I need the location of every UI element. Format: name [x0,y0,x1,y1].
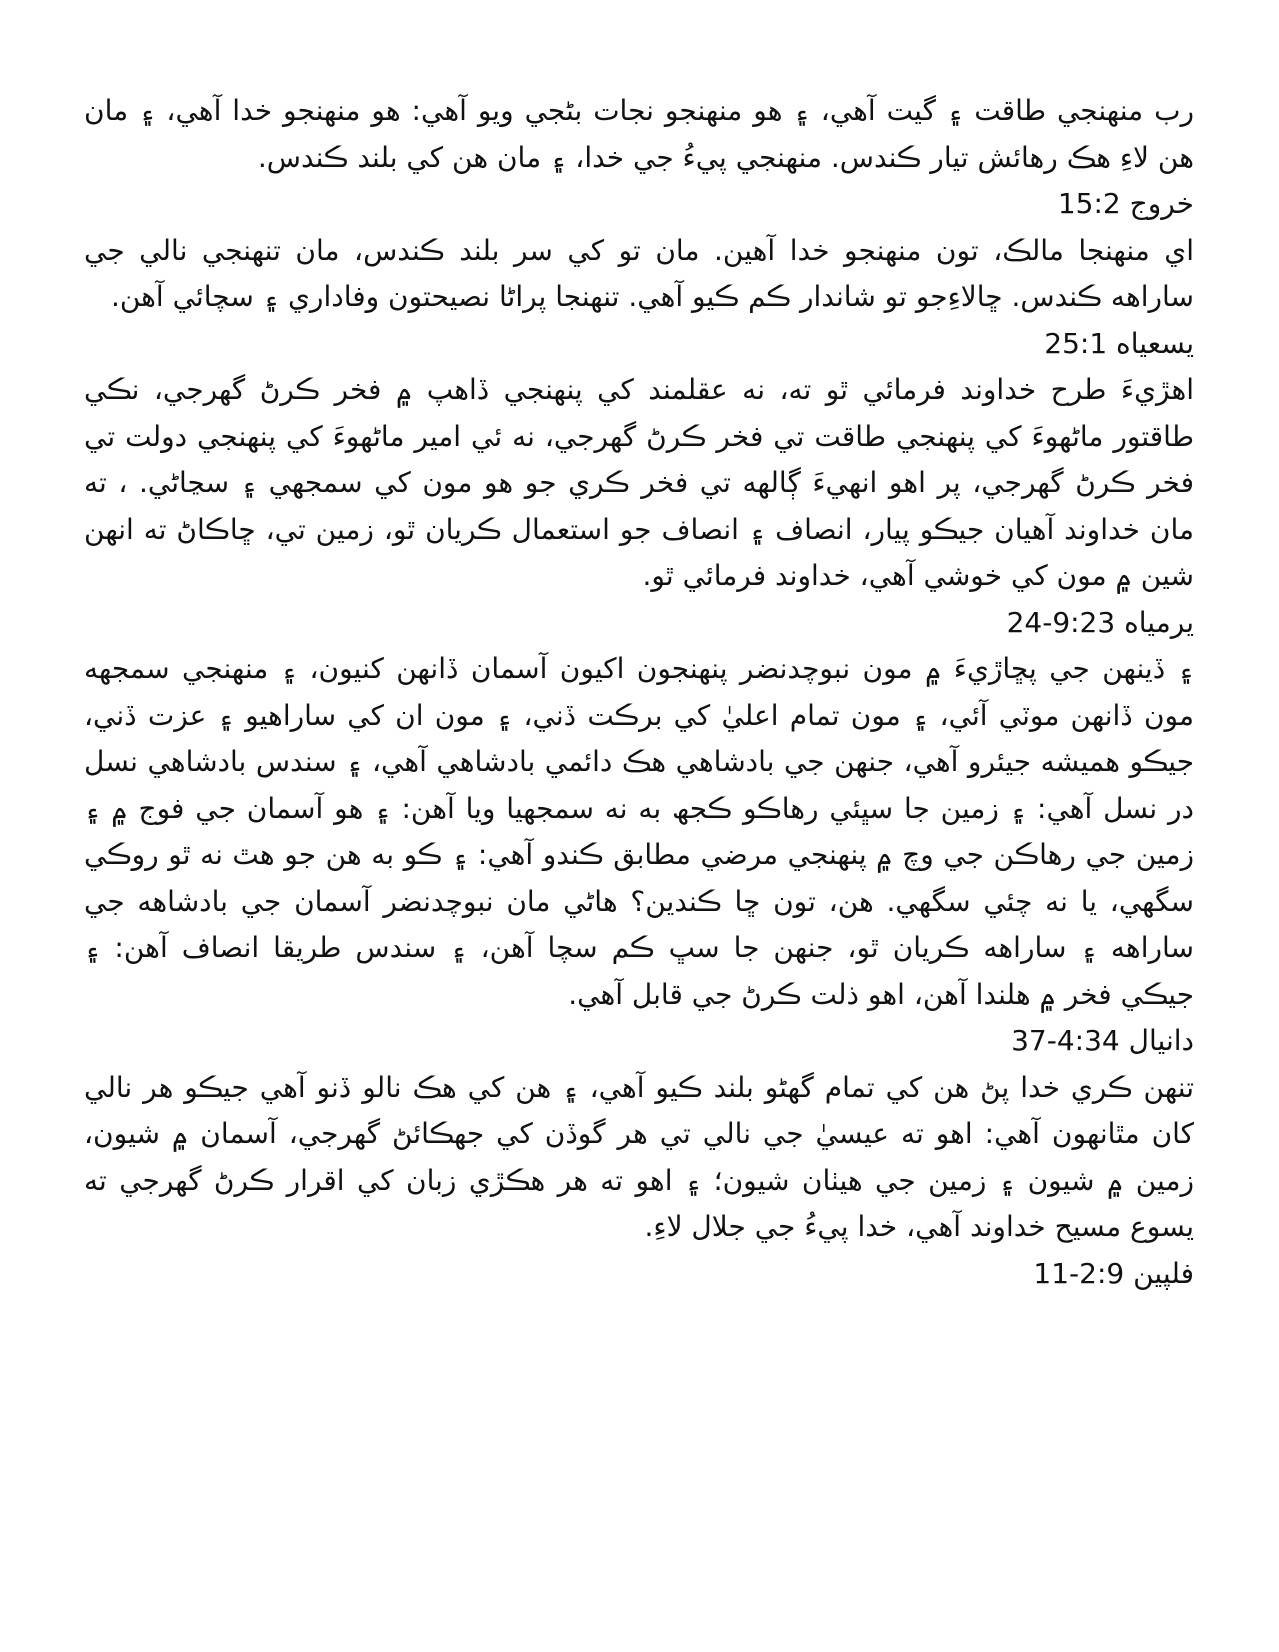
passage-text: اي منهنجا مالڪ، تون منهنجو خدا آهين. مان تو کي سر بلند ڪندس، مان تنهنجي نالي جي ساراهه ڪندس. ڇالاءِجو تو شاندار ڪم ڪيو آهي. تنهنجا پراڻا نصيحتون وفاداري ۽ سچائي آهن. [84,233,1194,313]
scripture-reference: دانيال 4:34-37 [1011,1024,1194,1057]
document-page [84,88,1194,1297]
passage-text: رب منهنجي طاقت ۽ گيت آهي، ۽ هو منهنجو نجات بڻجي ويو آهي: هو منهنجو خدا آهي، ۽ مان هن لاءِ هڪ رهائش تيار ڪندس. منهنجي پيءُ جي خدا، ۽ مان هن کي بلند ڪندس. [84,94,1194,174]
passage-exodus [84,88,1194,228]
scripture-reference: يسعياه 25:1 [1044,326,1194,360]
passage-jeremiah [84,367,1194,646]
passage-philippians [84,1065,1194,1298]
passage-text: اهڙيءَ طرح خداوند فرمائي ٿو ته، نه عقلمند کي پنهنجي ڏاهپ ۾ فخر ڪرڻ گهرجي، نڪي طاقتور ماڻهوءَ کي پنهنجي طاقت تي فخر ڪرڻ گهرجي، نه ئي امير ماڻهوءَ کي پنهنجي دولت تي فخر ڪرڻ گهرجي، پر اهو انهيءَ ڳالهه تي فخر ڪري جو هو مون کي سمجهي ۽ سڃاڻي. ، ته مان خداوند آهيان جيڪو پيار، انصاف ۽ انصاف جو استعمال ڪريان ٿو، زمين تي، ڇاڪاڻ ته انهن شين ۾ مون کي خوشي آهي، خداوند فرمائي ٿو. [84,373,1194,592]
scripture-reference: يرمياه 9:23-24 [1006,605,1194,639]
passage-text: ۽ ڏينهن جي پڇاڙيءَ ۾ مون نبوچدنضر پنهنجون اکيون آسمان ڏانهن کنيون، ۽ منهنجي سمجهه مون ڏانهن موٽي آئي، ۽ مون تمام اعليٰ کي برڪت ڏني، ۽ مون ان کي ساراهيو ۽ عزت ڏني، جيڪو هميشه جيئرو آهي، جنهن جي بادشاهي هڪ دائمي بادشاهي آهي، ۽ سندس بادشاهي نسل در نسل آهي: ۽ زمين جا سڀئي رهاڪو ڪجھ به نه سمجھيا ويا آهن: ۽ هو آسمان جي فوج ۾ ۽ زمين جي رهاڪن جي وچ ۾ پنهنجي مرضي مطابق ڪندو آهي: ۽ ڪو به هن جو هٿ نه ٿو روڪي سگهي، يا نه چئي سگهي. هن، تون ڇا ڪندين؟ هاڻي مان نبوچدنضر آسمان جي بادشاهه جي ساراهه ۽ ساراهه ڪريان ٿو، جنهن جا سڀ ڪم سچا آهن، ۽ سندس طريقا انصاف آهن: ۽ جيڪي فخر ۾ هلندا آهن، اهو ذلت ڪرڻ جي قابل آهي. [84,652,1194,1011]
passage-text: تنهن ڪري خدا پڻ هن کي تمام گهڻو بلند ڪيو آهي، ۽ هن کي هڪ نالو ڏنو آهي جيڪو هر نالي کان مٿانهون آهي: اهو ته عيسيٰ جي نالي تي هر گوڏن کي جهڪائڻ گهرجي، آسمان ۾ شيون، زمين ۾ شيون ۽ زمين جي هيٺان شيون؛ ۽ اهو ته هر هڪڙي زبان کي اقرار ڪرڻ گهرجي ته يسوع مسيح خداوند آهي، خدا پيءُ جي جلال لاءِ. [84,1070,1194,1243]
passage-isaiah [84,228,1194,368]
scripture-reference: خروج 15:2 [1057,187,1194,220]
passage-daniel [84,646,1194,1065]
scripture-reference: فلپين 2:9-11 [1033,1256,1194,1290]
